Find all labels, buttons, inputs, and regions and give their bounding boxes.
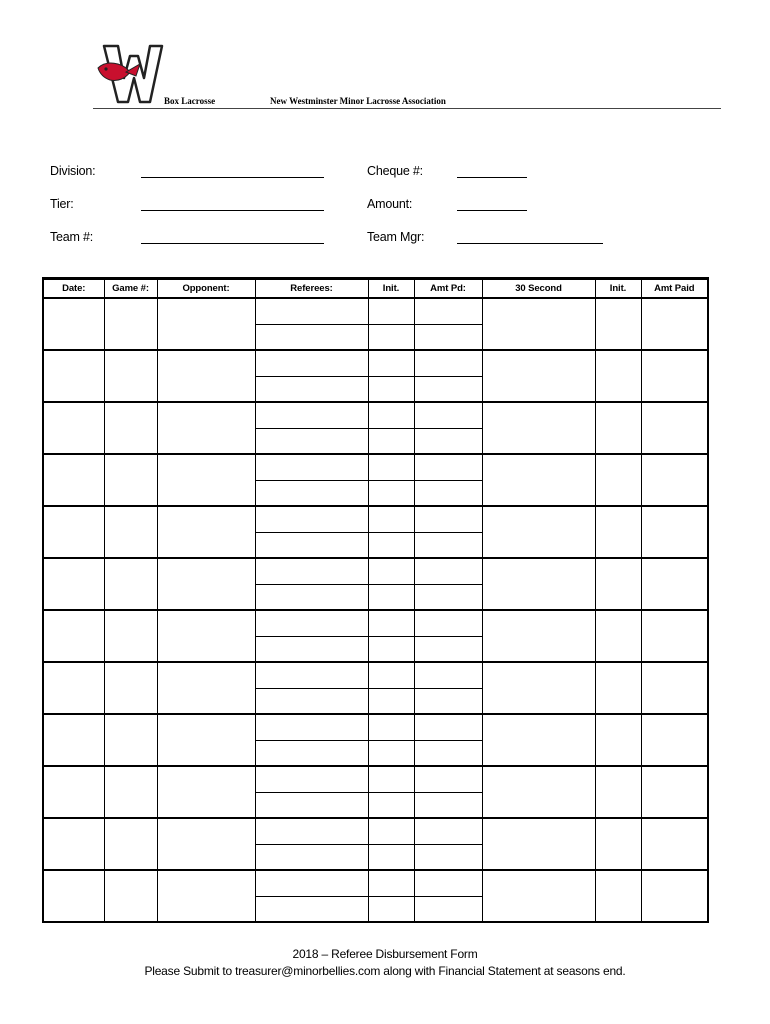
- table-cell[interactable]: [104, 558, 157, 610]
- table-row: [43, 298, 708, 324]
- table-cell-lower[interactable]: [414, 584, 482, 610]
- table-cell-lower[interactable]: [414, 792, 482, 818]
- table-cell[interactable]: [595, 506, 641, 558]
- table-cell[interactable]: [104, 610, 157, 662]
- table-cell-upper[interactable]: [255, 818, 368, 844]
- table-cell[interactable]: [43, 506, 104, 558]
- header-left-text: Box Lacrosse: [164, 96, 216, 106]
- table-cell[interactable]: [482, 506, 595, 558]
- table-cell[interactable]: [595, 402, 641, 454]
- table-cell[interactable]: [157, 558, 255, 610]
- table-row: [43, 870, 708, 896]
- table-cell-lower[interactable]: [255, 844, 368, 870]
- table-cell[interactable]: [641, 298, 708, 350]
- team-mgr-label: Team Mgr:: [367, 230, 425, 244]
- table-cell[interactable]: [641, 766, 708, 818]
- table-cell[interactable]: [43, 766, 104, 818]
- table-row: [43, 714, 708, 740]
- table-cell[interactable]: [482, 714, 595, 766]
- table-cell[interactable]: [641, 558, 708, 610]
- table-cell-lower[interactable]: [255, 428, 368, 454]
- table-cell-lower[interactable]: [368, 740, 414, 766]
- table-cell-upper[interactable]: [414, 714, 482, 740]
- table-cell-upper[interactable]: [414, 506, 482, 532]
- table-cell[interactable]: [43, 402, 104, 454]
- table-cell-lower[interactable]: [368, 428, 414, 454]
- table-cell-lower[interactable]: [255, 688, 368, 714]
- table-cell-upper[interactable]: [414, 870, 482, 896]
- table-cell-upper[interactable]: [414, 298, 482, 324]
- table-cell-lower[interactable]: [368, 844, 414, 870]
- table-row: [43, 454, 708, 480]
- table-cell-lower[interactable]: [368, 532, 414, 558]
- table-cell-lower[interactable]: [414, 688, 482, 714]
- table-cell[interactable]: [104, 350, 157, 402]
- table-cell[interactable]: [43, 870, 104, 922]
- table-cell[interactable]: [482, 558, 595, 610]
- amount-label: Amount:: [367, 197, 413, 211]
- cheque-field[interactable]: [457, 177, 527, 178]
- table-cell[interactable]: [595, 298, 641, 350]
- table-cell[interactable]: [482, 818, 595, 870]
- table-cell-lower[interactable]: [368, 636, 414, 662]
- table-cell[interactable]: [104, 298, 157, 350]
- table-cell[interactable]: [43, 558, 104, 610]
- table-cell[interactable]: [43, 714, 104, 766]
- table-cell[interactable]: [482, 662, 595, 714]
- table-cell-upper[interactable]: [414, 610, 482, 636]
- table-cell-upper[interactable]: [414, 766, 482, 792]
- table-row: [43, 766, 708, 792]
- table-row: [43, 610, 708, 636]
- table-cell-upper[interactable]: [255, 714, 368, 740]
- table-cell[interactable]: [641, 870, 708, 922]
- table-cell[interactable]: [157, 714, 255, 766]
- table-cell[interactable]: [157, 610, 255, 662]
- table-row: [43, 662, 708, 688]
- table-cell-upper[interactable]: [368, 506, 414, 532]
- table-cell[interactable]: [157, 870, 255, 922]
- table-cell[interactable]: [157, 506, 255, 558]
- table-cell-lower[interactable]: [368, 896, 414, 922]
- table-cell[interactable]: [595, 714, 641, 766]
- lacrosse-logo-icon: [96, 42, 164, 106]
- table-cell-lower[interactable]: [255, 740, 368, 766]
- table-cell[interactable]: [482, 610, 595, 662]
- table-cell[interactable]: [104, 402, 157, 454]
- col-amt-paid: Amt Paid: [641, 279, 708, 299]
- tier-field[interactable]: [141, 210, 324, 211]
- table-cell-lower[interactable]: [414, 376, 482, 402]
- table-cell[interactable]: [482, 402, 595, 454]
- table-cell[interactable]: [482, 870, 595, 922]
- table-cell-lower[interactable]: [368, 792, 414, 818]
- table-cell-lower[interactable]: [255, 792, 368, 818]
- col-date: Date:: [43, 279, 104, 299]
- table-cell[interactable]: [104, 454, 157, 506]
- col-opponent: Opponent:: [157, 279, 255, 299]
- table-cell-lower[interactable]: [414, 896, 482, 922]
- col-30-second: 30 Second: [482, 279, 595, 299]
- table-cell-upper[interactable]: [255, 870, 368, 896]
- team-number-field[interactable]: [141, 243, 324, 244]
- table-cell-lower[interactable]: [414, 480, 482, 506]
- disbursement-table: [42, 277, 709, 923]
- table-cell-upper[interactable]: [255, 766, 368, 792]
- table-cell[interactable]: [43, 610, 104, 662]
- table-cell-upper[interactable]: [414, 662, 482, 688]
- table-cell-lower[interactable]: [255, 896, 368, 922]
- table-cell[interactable]: [595, 766, 641, 818]
- submission-note: Please Submit to treasurer@minorbellies.com along with Financial Statement at seasons end.: [144, 964, 626, 978]
- table-cell-upper[interactable]: [368, 350, 414, 376]
- table-cell-lower[interactable]: [414, 532, 482, 558]
- division-label: Division:: [50, 164, 96, 178]
- table-cell-upper[interactable]: [255, 350, 368, 376]
- table-row: [43, 818, 708, 844]
- table-cell[interactable]: [157, 454, 255, 506]
- amount-field[interactable]: [457, 210, 527, 211]
- table-cell[interactable]: [482, 454, 595, 506]
- col-init-2: Init.: [595, 279, 641, 299]
- table-cell[interactable]: [482, 766, 595, 818]
- table-cell-upper[interactable]: [414, 818, 482, 844]
- tier-label: Tier:: [50, 197, 74, 211]
- col-game-number: Game #:: [104, 279, 157, 299]
- table-cell-upper[interactable]: [368, 610, 414, 636]
- table-cell[interactable]: [595, 662, 641, 714]
- table-cell[interactable]: [482, 298, 595, 350]
- form-title: 2018 – Referee Disbursement Form: [292, 947, 478, 961]
- cheque-label: Cheque #:: [367, 164, 423, 178]
- table-cell[interactable]: [595, 610, 641, 662]
- table-cell[interactable]: [157, 350, 255, 402]
- table-cell-lower[interactable]: [368, 688, 414, 714]
- table-cell-lower[interactable]: [414, 740, 482, 766]
- table-cell[interactable]: [104, 818, 157, 870]
- table-cell[interactable]: [43, 298, 104, 350]
- header-rule: [93, 108, 721, 109]
- table-cell-upper[interactable]: [414, 350, 482, 376]
- table-cell-upper[interactable]: [368, 714, 414, 740]
- table-cell[interactable]: [482, 350, 595, 402]
- table-cell-upper[interactable]: [255, 662, 368, 688]
- table-cell-lower[interactable]: [255, 480, 368, 506]
- table-cell-upper[interactable]: [414, 454, 482, 480]
- table-cell[interactable]: [641, 350, 708, 402]
- team-mgr-field[interactable]: [457, 243, 603, 244]
- header-org-name: New Westminster Minor Lacrosse Association: [270, 96, 446, 106]
- col-referees: Referees:: [255, 279, 368, 299]
- table-cell[interactable]: [595, 350, 641, 402]
- table-cell-lower[interactable]: [414, 844, 482, 870]
- table-cell-upper[interactable]: [368, 454, 414, 480]
- table-cell-upper[interactable]: [368, 870, 414, 896]
- table-cell-lower[interactable]: [255, 532, 368, 558]
- table-cell-upper[interactable]: [368, 558, 414, 584]
- table-cell[interactable]: [104, 766, 157, 818]
- table-row: [43, 506, 708, 532]
- table-cell-upper[interactable]: [255, 402, 368, 428]
- table-cell-lower[interactable]: [368, 376, 414, 402]
- table-cell[interactable]: [595, 870, 641, 922]
- table-cell[interactable]: [641, 402, 708, 454]
- table-cell[interactable]: [641, 610, 708, 662]
- table-cell[interactable]: [157, 766, 255, 818]
- table-cell-upper[interactable]: [368, 766, 414, 792]
- table-cell-upper[interactable]: [368, 818, 414, 844]
- table-cell[interactable]: [641, 662, 708, 714]
- table-cell-upper[interactable]: [255, 298, 368, 324]
- table-cell-lower[interactable]: [368, 480, 414, 506]
- table-cell[interactable]: [641, 818, 708, 870]
- table-cell-upper[interactable]: [414, 402, 482, 428]
- table-cell[interactable]: [641, 506, 708, 558]
- table-cell-lower[interactable]: [414, 636, 482, 662]
- table-cell[interactable]: [43, 818, 104, 870]
- table-cell[interactable]: [595, 818, 641, 870]
- table-cell[interactable]: [43, 454, 104, 506]
- table-cell-lower[interactable]: [368, 584, 414, 610]
- table-cell-upper[interactable]: [414, 558, 482, 584]
- table-cell-lower[interactable]: [255, 636, 368, 662]
- table-cell-lower[interactable]: [255, 584, 368, 610]
- table-header-row: [43, 279, 708, 299]
- table-cell[interactable]: [641, 714, 708, 766]
- table-cell-lower[interactable]: [255, 376, 368, 402]
- table-cell[interactable]: [104, 506, 157, 558]
- table-cell-upper[interactable]: [255, 610, 368, 636]
- logo: [96, 42, 164, 106]
- table-cell-upper[interactable]: [255, 558, 368, 584]
- table-cell[interactable]: [595, 454, 641, 506]
- team-number-label: Team #:: [50, 230, 94, 244]
- table-cell-upper[interactable]: [368, 402, 414, 428]
- table-cell[interactable]: [157, 818, 255, 870]
- table-cell[interactable]: [104, 714, 157, 766]
- table-cell[interactable]: [43, 662, 104, 714]
- division-field[interactable]: [141, 177, 324, 178]
- table-cell-upper[interactable]: [368, 298, 414, 324]
- table-row: [43, 350, 708, 376]
- table-cell[interactable]: [43, 350, 104, 402]
- table-cell-lower[interactable]: [414, 324, 482, 350]
- table-cell[interactable]: [104, 870, 157, 922]
- table-cell-upper[interactable]: [255, 506, 368, 532]
- table-cell-upper[interactable]: [255, 454, 368, 480]
- table-cell-lower[interactable]: [368, 324, 414, 350]
- table-row: [43, 558, 708, 584]
- col-init: Init.: [368, 279, 414, 299]
- table-cell[interactable]: [641, 454, 708, 506]
- table-cell[interactable]: [104, 662, 157, 714]
- table-cell-upper[interactable]: [368, 662, 414, 688]
- col-amt-pd: Amt Pd:: [414, 279, 482, 299]
- table-cell[interactable]: [595, 558, 641, 610]
- table-cell-lower[interactable]: [414, 428, 482, 454]
- table-cell[interactable]: [157, 402, 255, 454]
- table-row: [43, 402, 708, 428]
- table-cell[interactable]: [157, 298, 255, 350]
- table-cell-lower[interactable]: [255, 324, 368, 350]
- table-cell[interactable]: [157, 662, 255, 714]
